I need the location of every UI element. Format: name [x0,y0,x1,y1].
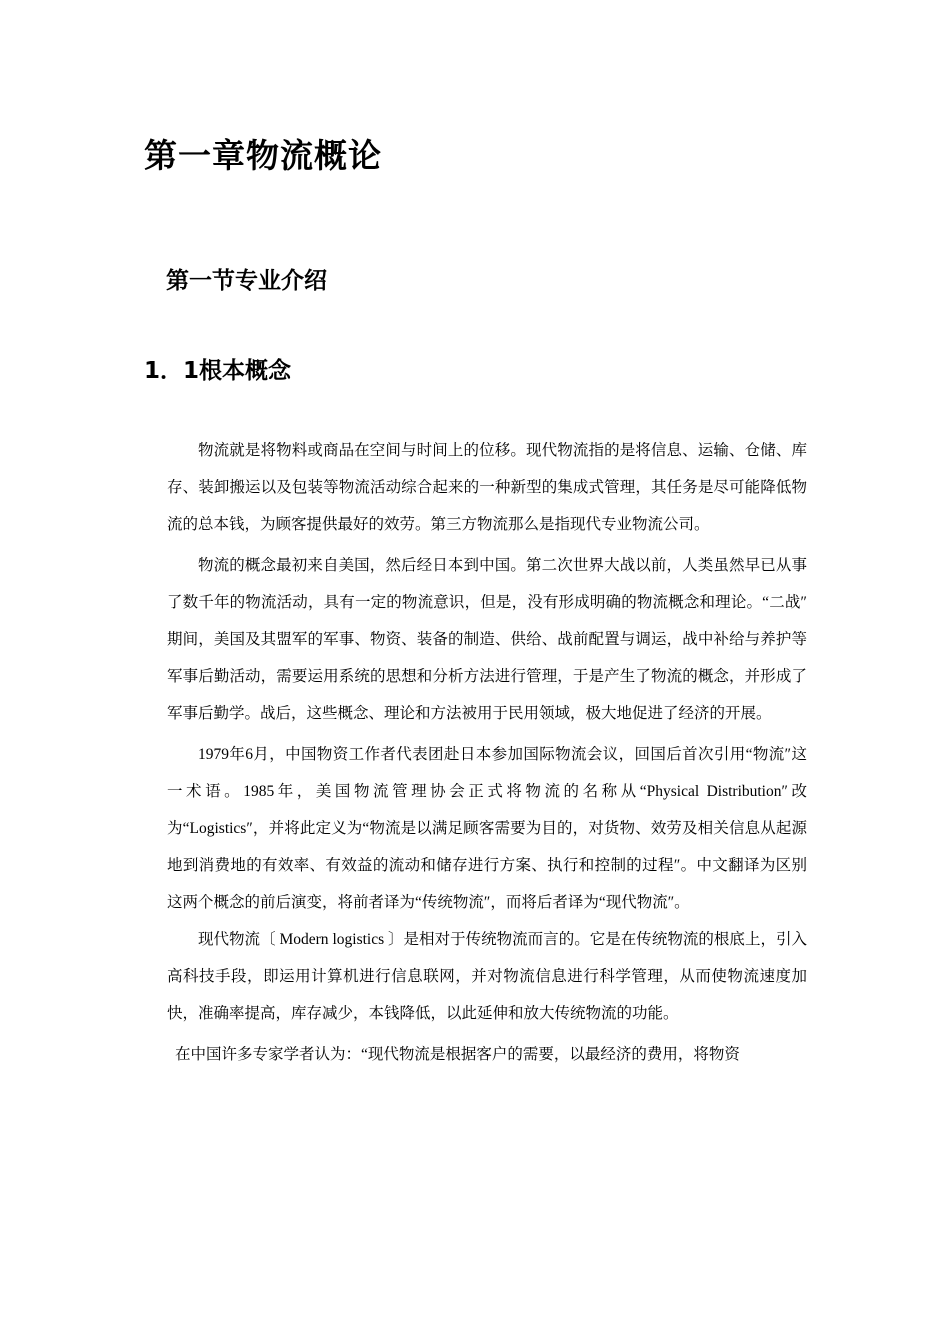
paragraph-2: 物流的概念最初来自美国，然后经日本到中国。第二次世界大战以前，人类虽然早已从事了数千年的物流活动，具有一定的物流意识，但是，没有形成明确的物流概念和理论。“二战″期间，美国及其盟军的军事、物资、装备的制造、供给、战前配置与调运，战中补给与养护等军事后勤活动，需要运用系统的思想和分析方法进行管理，于是产生了物流的概念，并形成了军事后勤学。战后，这些概念、理论和方法被用于民用领域，极大地促进了经济的开展。 [167,557,807,722]
paragraph-4: 现代物流〔 Modern logistics 〕是相对于传统物流而言的。它是在传统物流的根底上，引入高科技手段，即运用计算机进行信息联网，并对物流信息进行科学管理，从而使物流速度加快，准确率提高，库存减少，本钱降低，以此延伸和放大传统物流的功能。 [167,931,807,1022]
section-title: 第一节专业介绍 [166,268,327,294]
paragraph-3: 1979年6月，中国物资工作者代表团赴日本参加国际物流会议，回国后首次引用“物流″这一术语。1985年，美国物流管理协会正式将物流的名称从“Physical Distribution″改为“Logistics″，并将此定义为“物流是以满足顾客需要为目的，对货物、效劳及相关信息从起源地到消费地的有效率、有效益的流动和储存进行方案、执行和控制的过程″。中文翻译为区别这两个概念的前后演变，将前者译为“传统物流″，而将后者译为“现代物流″。 [167,746,807,911]
chapter-title: 第一章物流概论 [144,136,382,175]
paragraph-5-start: 在中国许多专家学者认为：“现代物流是根据客户的需要，以最经济的费用，将物资 [175,1046,740,1063]
paragraph-1: 物流就是将物料或商品在空间与时间上的位移。现代物流指的是将信息、运输、仓储、库存、装卸搬运以及包装等物流活动综合起来的一种新型的集成式管理，其任务是尽可能降低物流的总本钱，为顾客提供最好的效劳。第三方物流那么是指现代专业物流公司。 [167,442,807,533]
body-text [167,432,807,1073]
subsection-title: 1．1根本概念 [144,358,292,384]
